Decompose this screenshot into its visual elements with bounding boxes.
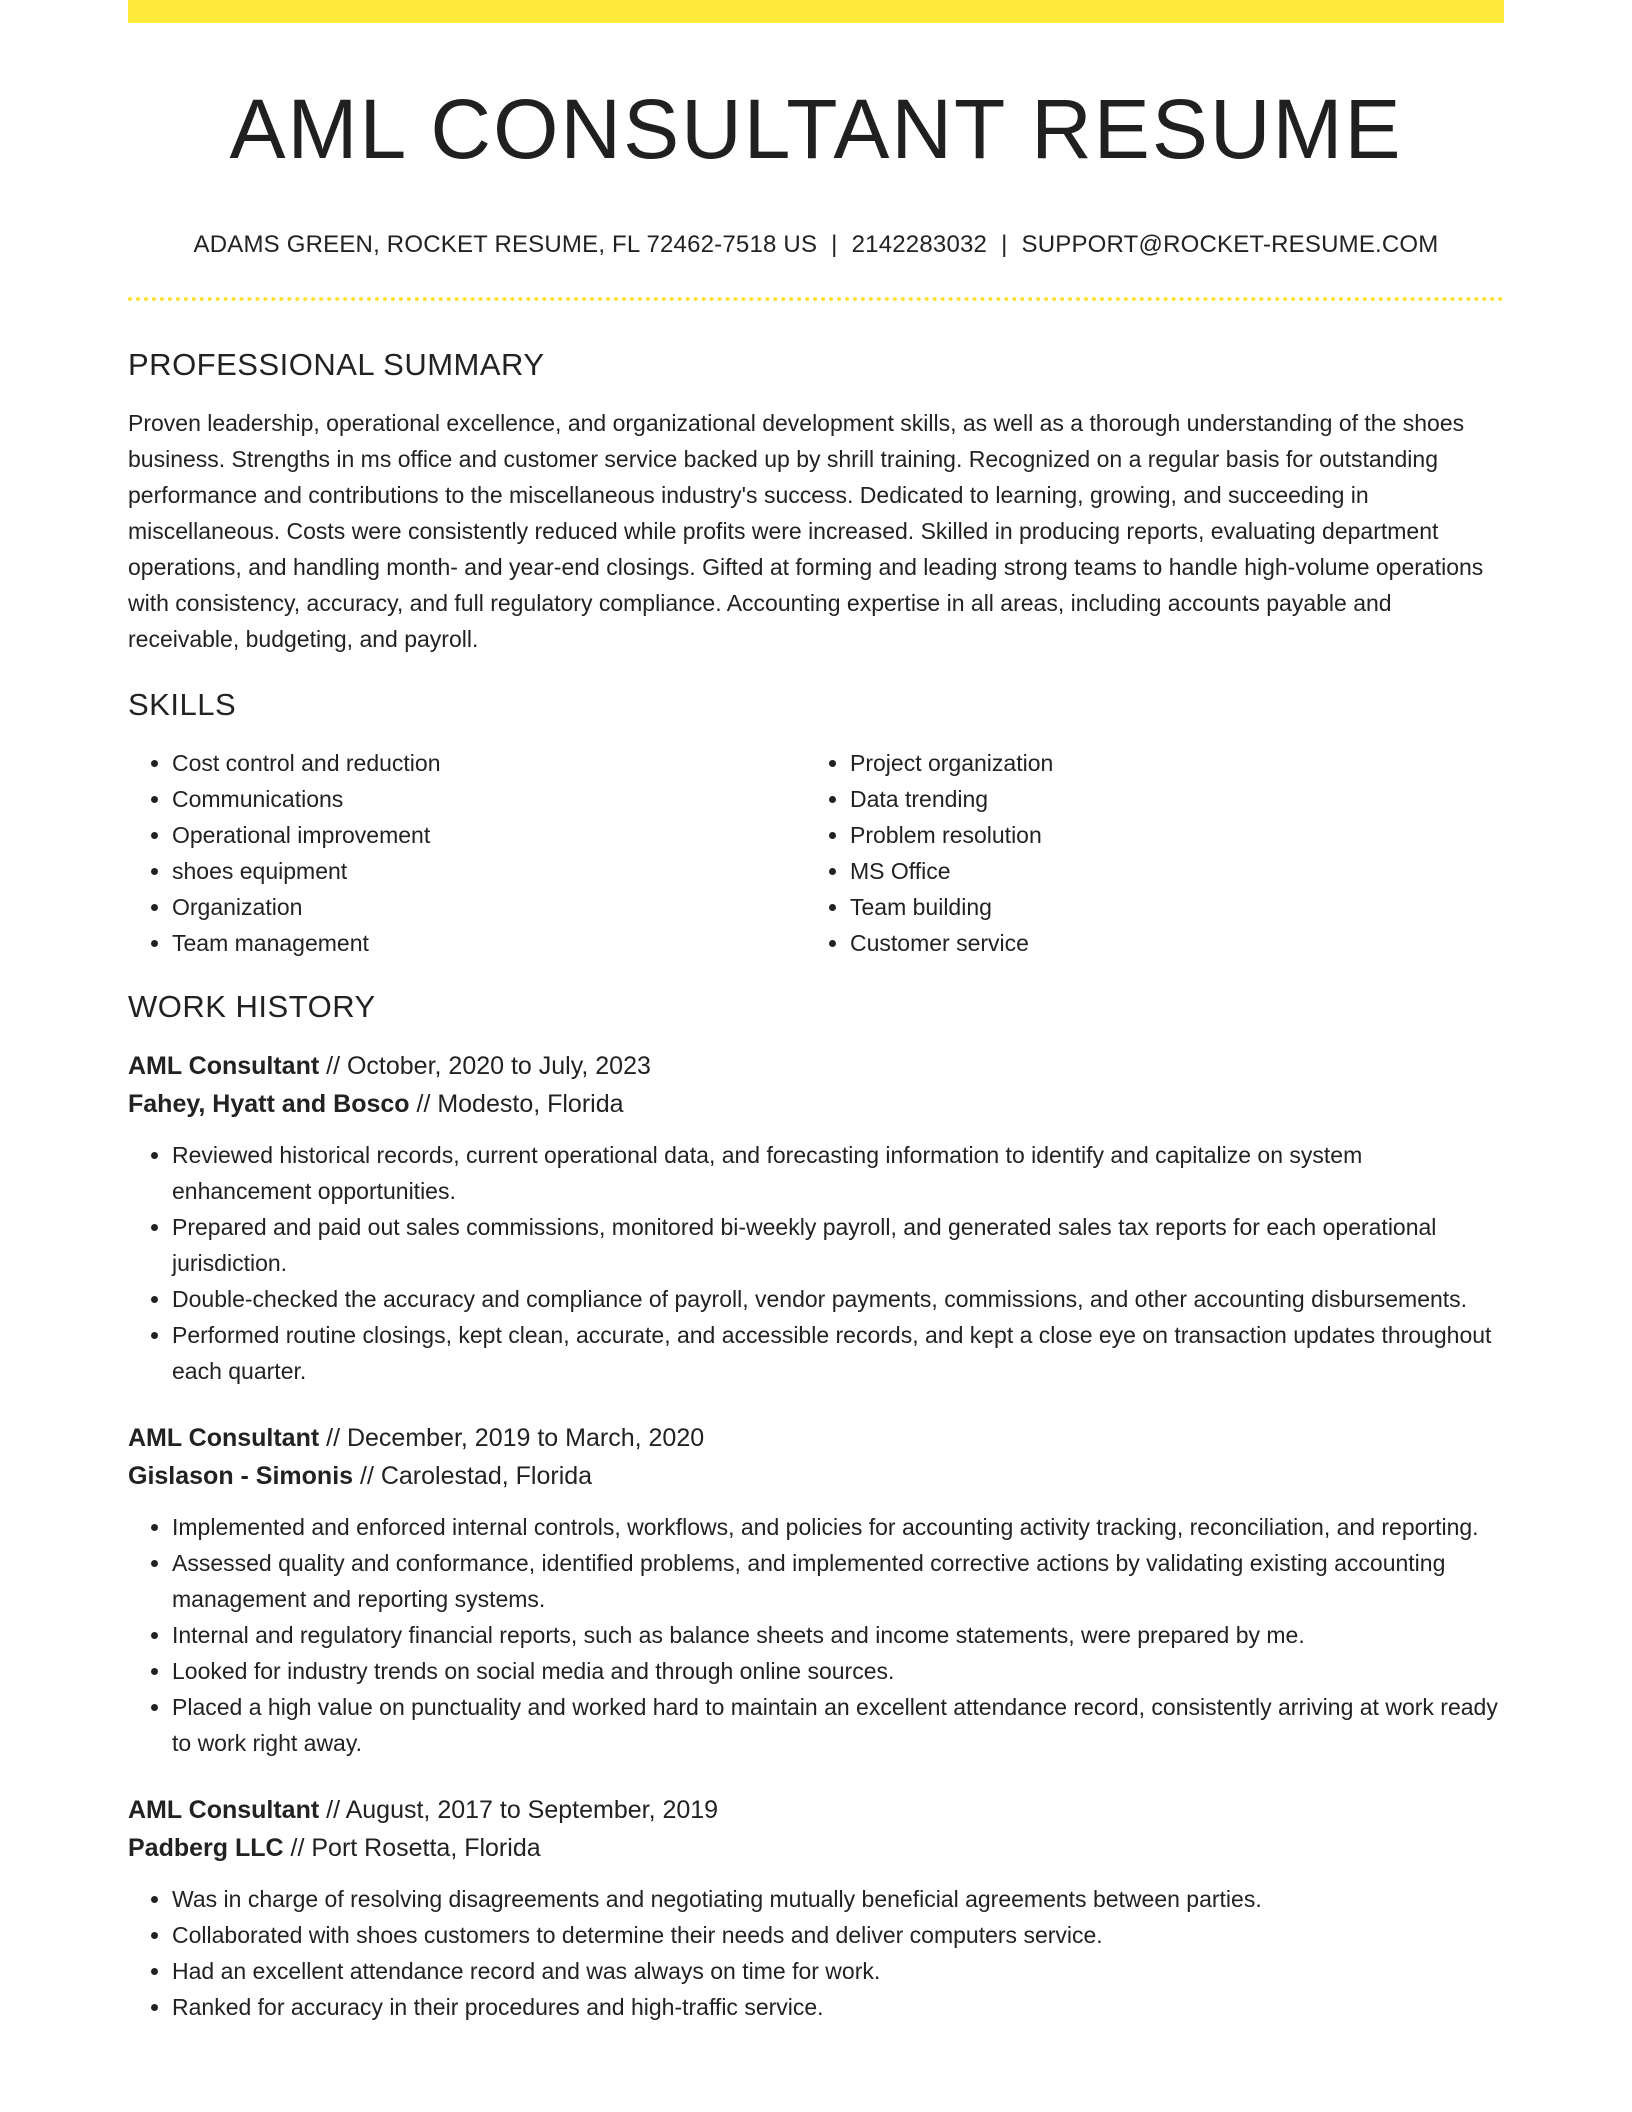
job-bullet: • Double-checked the accuracy and compliance of payroll, vendor payments, commissions, and other accounting disbursements. xyxy=(172,1281,1504,1317)
skill-item: • Communications xyxy=(172,781,806,817)
job-bullet: • Implemented and enforced internal controls, workflows, and policies for accounting activity tracking, reconciliation, and reporting. xyxy=(172,1509,1504,1545)
job-title-line xyxy=(128,1047,1504,1085)
job-company-line xyxy=(128,1085,1504,1123)
job-entry xyxy=(128,1419,1504,1761)
job-bullet: • Performed routine closings, kept clean, accurate, and accessible records, and kept a close eye on transaction updates throughout each quarter. xyxy=(172,1317,1504,1389)
skill-item: • Cost control and reduction xyxy=(172,745,806,781)
job-company-line xyxy=(128,1457,1504,1495)
skills-column-left xyxy=(128,745,806,961)
job-dates: // December, 2019 to March, 2020 xyxy=(319,1424,705,1453)
job-entry xyxy=(128,1047,1504,1389)
job-bullet: • Was in charge of resolving disagreements and negotiating mutually beneficial agreements between parties. xyxy=(172,1881,1504,1917)
skill-item: • Project organization xyxy=(850,745,1500,781)
work-history-heading: WORK HISTORY xyxy=(128,989,376,1025)
skill-item: • Customer service xyxy=(850,925,1500,961)
job-bullet: • Ranked for accuracy in their procedures and high-traffic service. xyxy=(172,1989,1504,2025)
job-title-line xyxy=(128,1419,1504,1457)
contact-separator: | xyxy=(1001,231,1008,259)
resume-page xyxy=(128,23,1504,2025)
job-company: Padberg LLC xyxy=(128,1834,284,1863)
job-bullet: • Had an excellent attendance record and was always on time for work. xyxy=(172,1953,1504,1989)
job-bullets xyxy=(128,1881,1504,2025)
resume-title: AML CONSULTANT RESUME xyxy=(229,82,1403,176)
job-entry xyxy=(128,1791,1504,2025)
summary-heading: PROFESSIONAL SUMMARY xyxy=(128,347,545,383)
contact-line xyxy=(128,231,1504,259)
job-title-line xyxy=(128,1791,1504,1829)
job-company-line xyxy=(128,1829,1504,1867)
job-dates: // October, 2020 to July, 2023 xyxy=(319,1052,651,1081)
job-location: // Carolestad, Florida xyxy=(353,1462,593,1491)
job-bullets xyxy=(128,1509,1504,1761)
job-location: // Port Rosetta, Florida xyxy=(283,1834,541,1863)
job-title: AML Consultant xyxy=(128,1796,320,1825)
skill-item: • Organization xyxy=(172,889,806,925)
skill-item: • Operational improvement xyxy=(172,817,806,853)
skill-item: • Data trending xyxy=(850,781,1500,817)
skill-item: • Team management xyxy=(172,925,806,961)
header-divider xyxy=(128,297,1504,301)
summary-text: Proven leadership, operational excellence, and organizational development skills, as well as a thorough understanding of the shoes business. Strengths in ms office and customer service backed up by shrill training. Recognized on a regular basis for outstanding performance and contributions to the miscellaneous industry's success. Dedicated to learning, growing, and succeeding in miscellaneous. Costs were consistently reduced while profits were increased. Skilled in producing reports, evaluating department operations, and handling month- and year-end closings. Gifted at forming and leading strong teams to handle high-volume operations with consistency, accuracy, and full regulatory compliance. Accounting expertise in all areas, including accounts payable and receivable, budgeting, and payroll. xyxy=(128,410,1484,653)
job-location: // Modesto, Florida xyxy=(409,1090,624,1119)
job-bullets xyxy=(128,1137,1504,1389)
job-company: Gislason - Simonis xyxy=(128,1462,354,1491)
skill-item: • MS Office xyxy=(850,853,1500,889)
job-bullet: • Collaborated with shoes customers to determine their needs and deliver computers service. xyxy=(172,1917,1504,1953)
job-bullet: • Prepared and paid out sales commissions, monitored bi-weekly payroll, and generated sales tax reports for each operational jurisdiction. xyxy=(172,1209,1504,1281)
job-bullet: • Reviewed historical records, current operational data, and forecasting information to identify and capitalize on system enhancement opportunities. xyxy=(172,1137,1504,1209)
contact-address: ADAMS GREEN, ROCKET RESUME, FL 72462-7518 US xyxy=(193,231,818,259)
skill-item: • Problem resolution xyxy=(850,817,1500,853)
skill-item: • Team building xyxy=(850,889,1500,925)
skills-column-right xyxy=(806,745,1500,961)
contact-email: SUPPORT@ROCKET-RESUME.COM xyxy=(1021,231,1439,259)
job-title: AML Consultant xyxy=(128,1052,320,1081)
job-bullet: • Internal and regulatory financial reports, such as balance sheets and income statements, were prepared by me. xyxy=(172,1617,1504,1653)
job-bullet: • Looked for industry trends on social media and through online sources. xyxy=(172,1653,1504,1689)
contact-separator: | xyxy=(831,231,838,259)
skill-item: • shoes equipment xyxy=(172,853,806,889)
skills-list xyxy=(128,745,1504,961)
job-title: AML Consultant xyxy=(128,1424,320,1453)
contact-phone: 2142283032 xyxy=(851,231,988,259)
job-company: Fahey, Hyatt and Bosco xyxy=(128,1090,410,1119)
skills-heading: SKILLS xyxy=(128,687,237,723)
job-bullet: • Placed a high value on punctuality and worked hard to maintain an excellent attendance record, consistently arriving at work ready to work right away. xyxy=(172,1689,1504,1761)
job-dates: // August, 2017 to September, 2019 xyxy=(319,1796,719,1825)
job-bullet: • Assessed quality and conformance, identified problems, and implemented corrective actions by validating existing accounting management and reporting systems. xyxy=(172,1545,1504,1617)
top-accent-bar xyxy=(128,0,1504,23)
